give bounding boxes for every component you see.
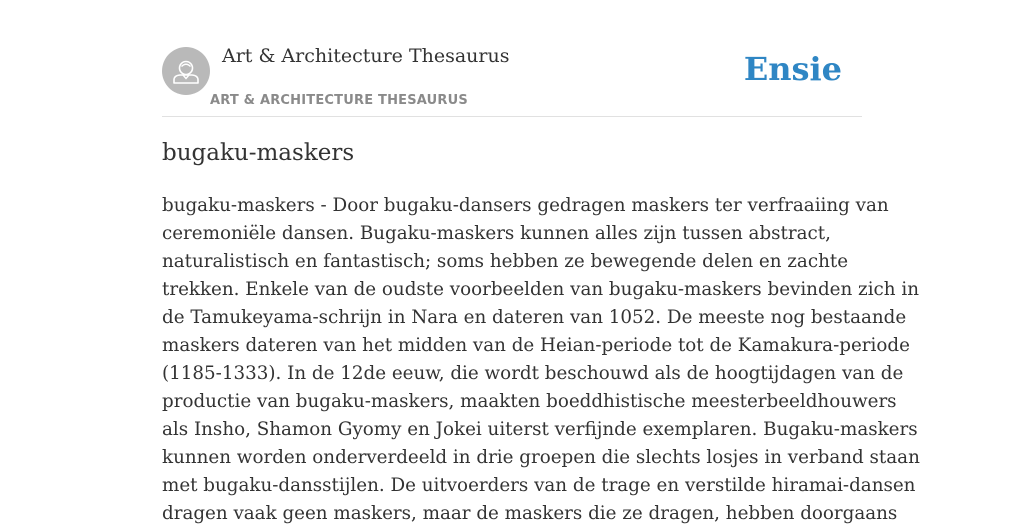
source-name[interactable]: Art & Architecture Thesaurus (222, 45, 510, 67)
brand-logo[interactable]: Ensie (743, 50, 842, 88)
body-line: kunnen worden onderverdeeld in drie groepen die slechts losjes in verband staan (162, 447, 920, 468)
body-line: bugaku-maskers - Door bugaku-dansers gedragen maskers ter verfraaiing van (162, 195, 889, 216)
body-line: trekken. Enkele van de oudste voorbeelden van bugaku-maskers bevinden zich in (162, 279, 919, 300)
article-body (162, 192, 920, 528)
body-line: (1185-1333). In de 12de eeuw, die wordt beschouwd als de hoogtijdagen van de (162, 363, 904, 384)
user-icon (162, 47, 210, 95)
body-line: met bugaku-dansstijlen. De uitvoerders van de trage en verstilde hiramai-dansen (162, 475, 916, 496)
body-line: productie van bugaku-maskers, maakten boeddhistische meesterbeeldhouwers (162, 391, 897, 412)
source-subtitle[interactable]: ART & ARCHITECTURE THESAURUS (210, 93, 468, 108)
header (162, 0, 862, 117)
body-line: naturalistisch en fantastisch; soms hebben ze bewegende delen en zachte (162, 251, 849, 272)
body-line: als Insho, Shamon Gyomy en Jokei uiterst verfijnde exemplaren. Bugaku-maskers (162, 419, 918, 440)
avatar[interactable] (162, 47, 210, 95)
body-line: ceremoniële dansen. Bugaku-maskers kunnen alles zijn tussen abstract, (162, 223, 831, 244)
body-line: maskers dateren van het midden van de Heian-periode tot de Kamakura-periode (162, 335, 910, 356)
body-line: de Tamukeyama-schrijn in Nara en dateren van 1052. De meeste nog bestaande (162, 307, 907, 328)
body-line: dragen vaak geen maskers, maar de maskers die ze dragen, hebben doorgaans (162, 503, 898, 524)
page-title: bugaku-maskers (162, 140, 355, 166)
